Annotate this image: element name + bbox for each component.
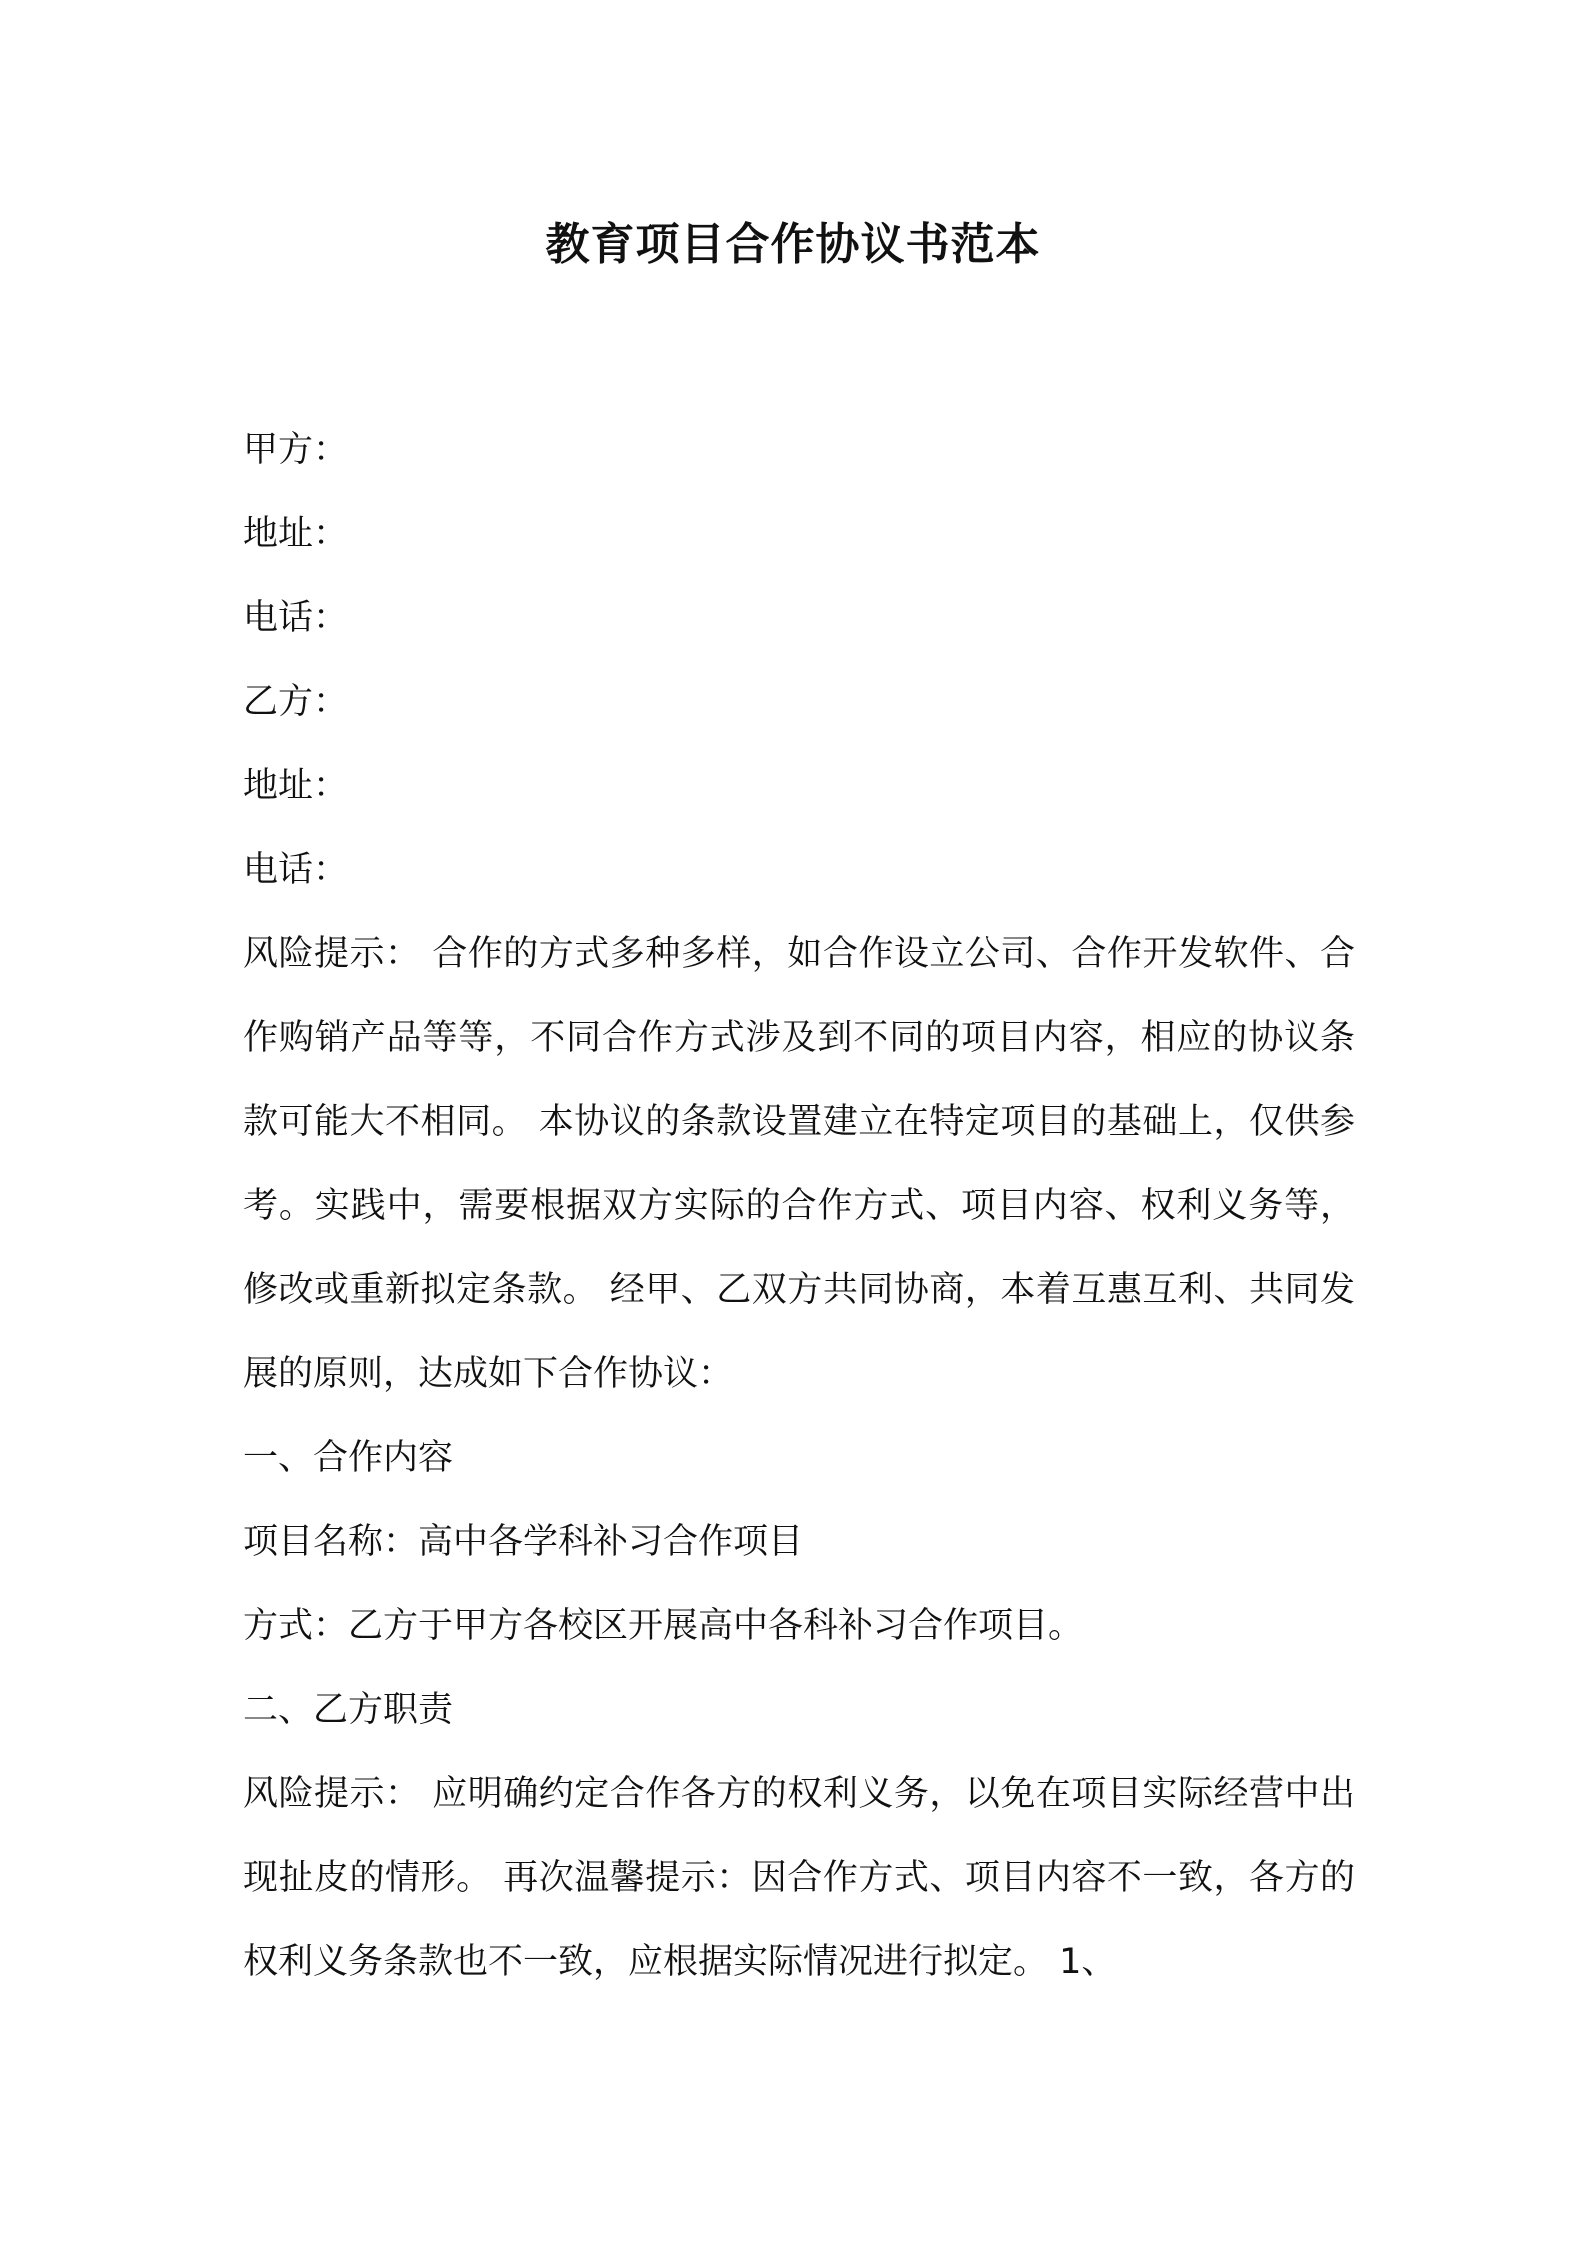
party-b-address-label: 地址： bbox=[243, 766, 349, 806]
section-1-heading: 一、合作内容 bbox=[243, 1438, 454, 1478]
document-body bbox=[243, 408, 1355, 2004]
party-a-phone-label: 电话： bbox=[243, 598, 349, 638]
risk-note-paragraph: 风险提示： 合作的方式多种多样，如合作设立公司、合作开发软件、合作购销产品等等，不同合作方式涉及到不同的项目内容，相应的协议条款可能大不相同。 本协议的条款设置建立在特定项目的基础上，仅供参考。实践中，需要根据双方实际的合作方式、项目内容、权利义务等，修改或重新拟定条款。 经甲、乙双方共同协商，本着互惠互利、共同发展的原则，达成如下合作协议： bbox=[243, 934, 1355, 1394]
party-a-address-label: 地址： bbox=[243, 514, 349, 554]
risk-note-paragraph-2: 风险提示： 应明确约定合作各方的权利义务，以免在项目实际经营中出现扯皮的情形。 再次温馨提示：因合作方式、项目内容不一致，各方的权利义务条款也不一致，应根据实际情况进行拟定。 1、 bbox=[243, 1774, 1355, 1982]
party-b-label: 乙方： bbox=[243, 682, 349, 722]
party-a-label: 甲方： bbox=[243, 430, 349, 470]
party-b-phone-label: 电话： bbox=[243, 850, 349, 890]
project-name-line: 项目名称：高中各学科补习合作项目 bbox=[243, 1522, 804, 1562]
project-method-line: 方式：乙方于甲方各校区开展高中各科补习合作项目。 bbox=[243, 1606, 1084, 1646]
section-2-heading: 二、乙方职责 bbox=[243, 1690, 454, 1730]
document-title: 教育项目合作协议书范本 bbox=[545, 219, 1041, 270]
